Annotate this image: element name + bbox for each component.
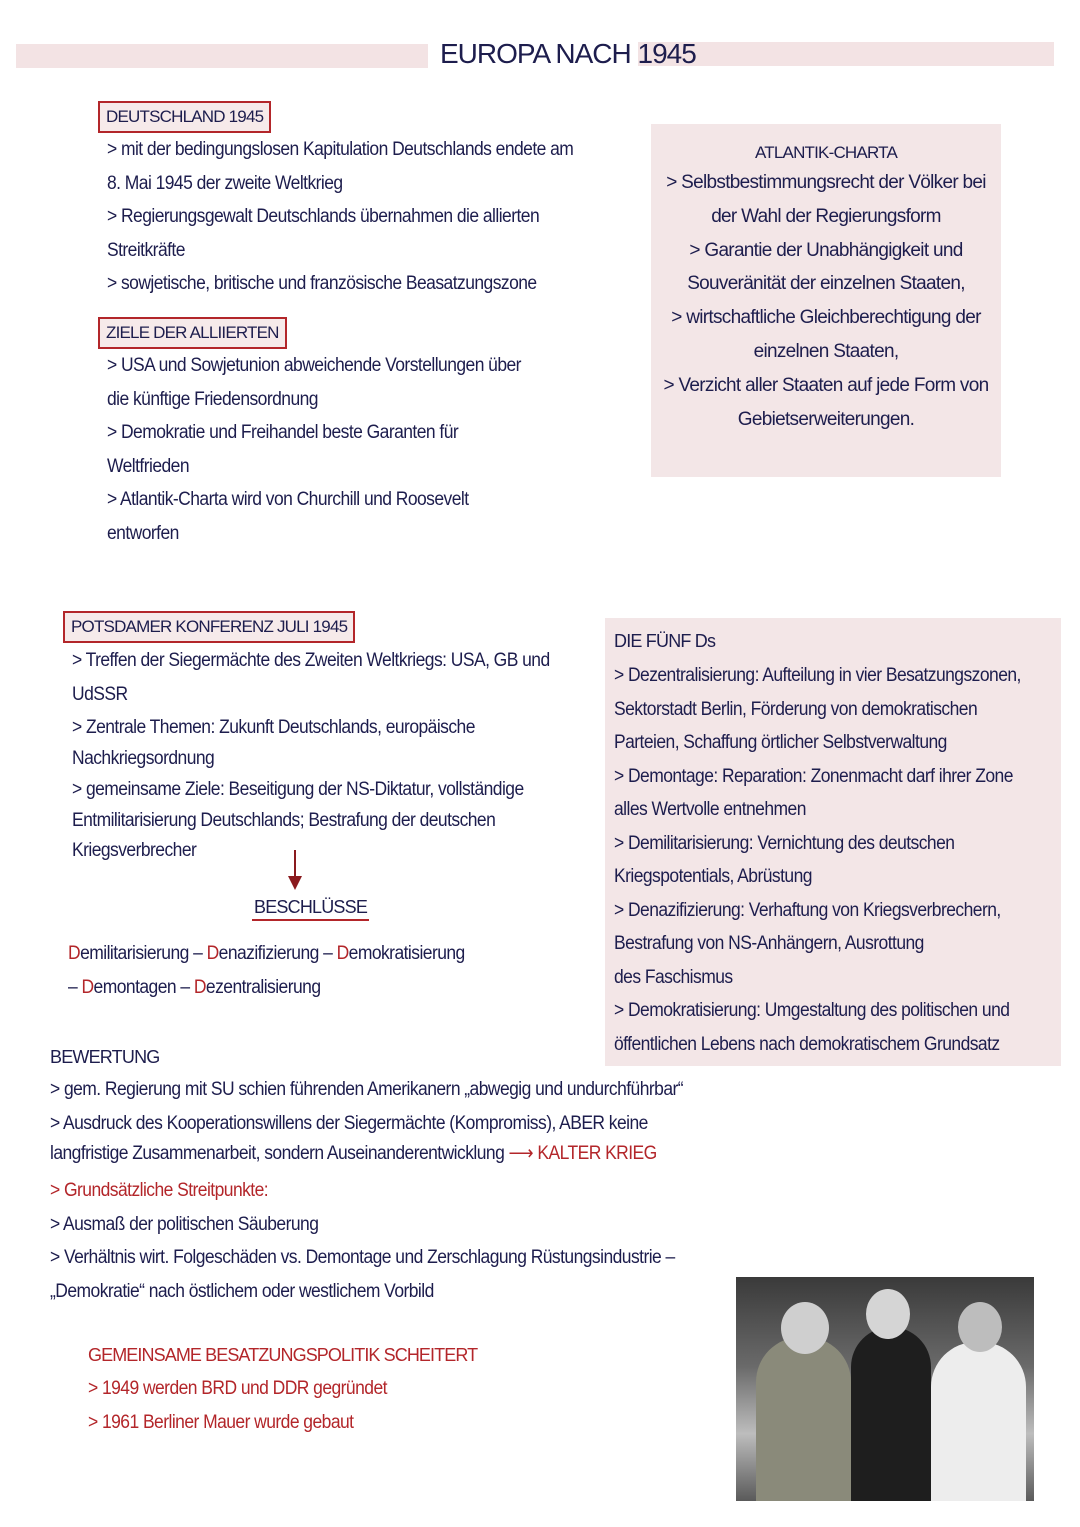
text-line: > Demokratisierung: Umgestaltung des politischen und — [614, 1000, 1010, 1021]
historical-photo — [736, 1277, 1034, 1501]
atlantik-heading: ATLANTIK-CHARTA — [755, 143, 897, 162]
beschluesse-line-2: – Demontagen – Dezentralisierung — [68, 977, 321, 998]
arrow-down-icon — [285, 850, 305, 892]
text-line: > gemeinsame Ziele: Beseitigung der NS-Diktatur, vollständige — [72, 778, 524, 800]
text-line: der Wahl der Regierungsform — [711, 205, 941, 227]
text-line: die künftige Friedensordnung — [107, 388, 318, 410]
arrow-right-icon: ⟶ — [508, 1143, 534, 1164]
text-line: Bestrafung von NS-Anhängern, Ausrottung — [614, 933, 924, 954]
text-line: Kriegsverbrecher — [72, 839, 197, 861]
text-line: > gem. Regierung mit SU schien führenden Amerikanern „abwegig und undurchführbar“ — [50, 1079, 684, 1100]
text-line: Streitkräfte — [107, 239, 185, 261]
scheitert-text — [88, 1372, 413, 1439]
page-title: EUROPA NACH 1945 — [440, 38, 696, 69]
text-line: > Ausdruck des Kooperationswillens der Siegermächte (Kompromiss), ABER keine — [50, 1112, 648, 1134]
beschluss-item: Demontagen — [81, 977, 177, 998]
text-line: > Demokratie und Freihandel beste Garanten für — [107, 422, 459, 443]
text-line: alles Wertvolle entnehmen — [614, 799, 806, 820]
text-line: > Atlantik-Charta wird von Churchill und Roosevelt — [107, 489, 469, 510]
text-line: „Demokratie“ nach östlichem oder westlichem Vorbild — [50, 1280, 434, 1302]
heading-ziele: ZIELE DER ALLIIERTEN — [98, 317, 287, 349]
text-line: > Demontage: Reparation: Zonenmacht darf ihrer Zone — [614, 765, 1013, 787]
text-line: > Ausmaß der politischen Säuberung — [50, 1213, 319, 1235]
heading-scheitert: GEMEINSAME BESATZUNGSPOLITIK SCHEITERT — [88, 1345, 478, 1365]
kalter-krieg-label: KALTER KRIEG — [537, 1143, 657, 1164]
heading-beschluesse: BESCHLÜSSE — [252, 897, 369, 921]
text-line: entworfen — [107, 522, 179, 544]
text-line: Nachkriegsordnung — [72, 747, 215, 769]
text-line: > Regierungsgewalt Deutschlands übernahmen die allierten — [107, 206, 540, 227]
deutschland-text — [107, 133, 614, 301]
text-line: > Selbstbestimmungsrecht der Völker bei — [666, 172, 986, 193]
text-line: > Denazifizierung: Verhaftung von Kriegsverbrechern, — [614, 899, 1001, 921]
text-line: > mit der bedingungslosen Kapitulation Deutschlands endete am — [107, 139, 574, 160]
text-line: 8. Mai 1945 der zweite Weltkrieg — [107, 172, 343, 194]
text-line: Entmilitarisierung Deutschlands; Bestrafung der deutschen — [72, 809, 496, 831]
text-line: Sektorstadt Berlin, Förderung von demokratischen — [614, 698, 978, 720]
text-line: Gebietserweiterungen. — [737, 408, 915, 430]
text-line: einzelnen Staaten, — [753, 340, 899, 362]
text-line: > wirtschaftliche Gleichberechtigung der — [671, 307, 981, 329]
atlantik-charta-box — [651, 124, 1001, 477]
text-line: Weltfrieden — [107, 455, 190, 477]
heading-potsdam: POTSDAMER KONFERENZ JULI 1945 — [63, 611, 355, 643]
text-line: > 1961 Berliner Mauer wurde gebaut — [88, 1411, 354, 1433]
text-line: > USA und Sowjetunion abweichende Vorstellungen über — [107, 355, 521, 376]
text-line: > Zentrale Themen: Zukunft Deutschlands, europäische — [72, 717, 475, 738]
bewertung-text — [50, 1073, 738, 1308]
text-line: > Verhältnis wirt. Folgeschäden vs. Demontage und Zerschlagung Rüstungsindustrie – — [50, 1247, 675, 1268]
beschluss-item: Denazifizierung — [206, 943, 319, 964]
text-line: > Garantie der Unabhängigkeit und — [689, 239, 963, 261]
text-line: des Faschismus — [614, 966, 733, 988]
text-line: langfristige Zusammenarbeit, sondern Auseinanderentwicklung ⟶ KALTER KRIEG — [50, 1143, 657, 1164]
text-line: > Grundsätzliche Streitpunkte: — [50, 1180, 269, 1201]
ziele-text — [107, 349, 557, 550]
fuenf-ds-box — [605, 618, 1061, 1066]
text-line: Souveränität der einzelnen Staaten, — [687, 273, 965, 295]
fuenf-heading: DIE FÜNF Ds — [614, 631, 716, 651]
text-line: > Treffen der Siegermächte des Zweiten Weltkriegs: USA, GB und — [72, 650, 550, 671]
text-line: > Demilitarisierung: Vernichtung des deutschen — [614, 832, 955, 854]
text-line: > Verzicht aller Staaten auf jede Form von — [663, 374, 989, 396]
beschluss-item: Demokratisierung — [336, 943, 465, 964]
title-bar-left — [16, 44, 428, 68]
heading-deutschland: DEUTSCHLAND 1945 — [98, 101, 271, 133]
title-bar-right — [638, 42, 1054, 66]
beschluss-item: Demilitarisierung — [68, 943, 189, 964]
text-line: Parteien, Schaffung örtlicher Selbstverwaltung — [614, 732, 947, 753]
text-line: Kriegspotentials, Abrüstung — [614, 866, 812, 887]
beschluss-item: Dezentralisierung — [193, 977, 321, 998]
beschluesse-line-1: Demilitarisierung – Denazifizierung – Demokratisierung — [68, 943, 465, 964]
text-line: > Dezentralisierung: Aufteilung in vier Besatzungszonen, — [614, 665, 1021, 686]
heading-bewertung: BEWERTUNG — [50, 1047, 160, 1067]
text-line: öffentlichen Lebens nach demokratischem Grundsatz — [614, 1033, 1000, 1055]
text-line: > sowjetische, britische und französische Beasatzungszone — [107, 273, 537, 294]
potsdam-text — [72, 644, 591, 866]
text-line: UdSSR — [72, 683, 128, 705]
text-line: > 1949 werden BRD und DDR gegründet — [88, 1378, 387, 1399]
